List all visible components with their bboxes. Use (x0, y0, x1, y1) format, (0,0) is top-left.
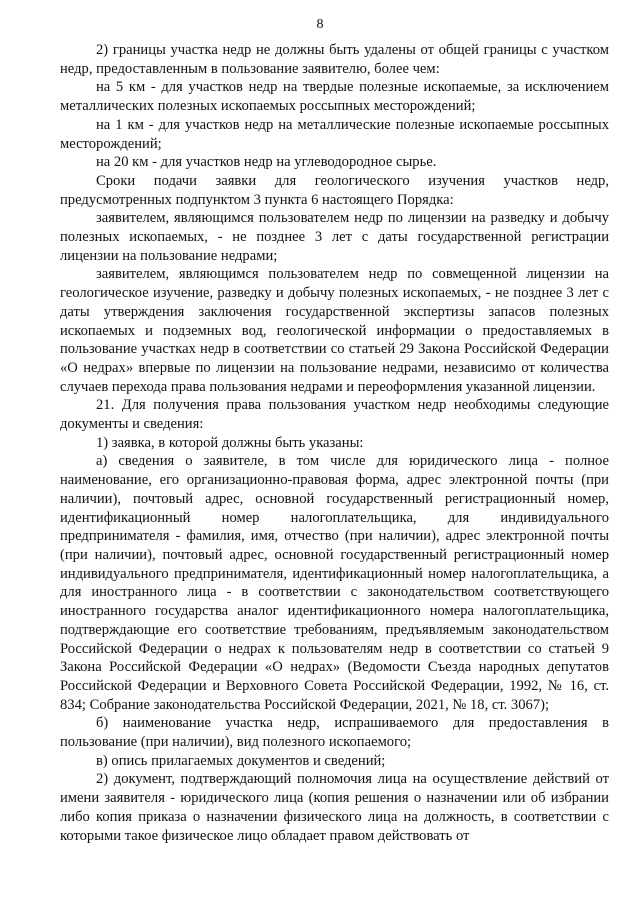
paragraph-distance-20km: на 20 км - для участков недр на углеводородное сырье. (96, 154, 437, 171)
paragraph-section-21: 21. Для получения права пользования участком недр необходимы следующие документы и сведения: (60, 397, 609, 433)
paragraph-licensee-exploration: заявителем, являющимся пользователем недр по лицензии на разведку и добычу полезных ископаемых, - не позднее 3 лет с даты государственной регистрации лицензии на пользование недрами; (60, 210, 609, 264)
paragraph-application-item-1: 1) заявка, в которой должны быть указаны: (96, 434, 364, 451)
paragraph-applicant-info: а) сведения о заявителе, в том числе для юридического лица - полное наименование, его организационно-правовая форма, адрес электронной почты (при наличии), почтовый адрес, основной государственный регистрационный номер, идентификационный номер налогоплательщика, для индивидуального предпринимателя - фамилия, имя, отчество (при наличии), адрес электронной почты (при наличии), почтовый адрес, основной государственный регистрационный номер индивидуального предпринимателя, идентификационный номер налогоплательщика, а для иностранного лица - в соответствии с законодательством соответствующего иностранного государства аналог идентификационного номера налогоплательщика, подтверждающие его соответствие требованиям, предъявляемым законодательством Российской Федерации о недрах к пользователям недр в соответствии со статьей 9 Закона Российской Федерации «О недрах» (Ведомости Съезда народных депутатов Российской Федерации и Верховного Совета Российской Федерации, 1992, № 16, ст. 834; Собрание законодательства Российской Федерации, 2021, № 18, ст. 3067); (60, 453, 609, 713)
paragraph-item-2-boundary: 2) границы участка недр не должны быть удалены от общей границы с участком недр, предоставленным в пользование заявителю, более чем: (60, 42, 609, 77)
paragraph-site-name: б) наименование участка недр, испрашиваемого для предоставления в пользование (при наличии), вид полезного ископаемого; (60, 715, 609, 751)
paragraph-authority-document: 2) документ, подтверждающий полномочия лица на осуществление действий от имени заявителя - юридического лица (копия решения о назначении или об избрании либо копия приказа о назначении физического лица на должность, в соответствии с которыми такое физическое лицо обладает правом действовать от (60, 771, 609, 844)
paragraph-distance-5km: на 5 км - для участков недр на твердые полезные ископаемые, за исключением металлических полезных ископаемых россыпных месторождений; (60, 79, 609, 115)
paragraph-document-inventory: в) опись прилагаемых документов и сведений; (96, 752, 386, 769)
paragraph-licensee-combined: заявителем, являющимся пользователем недр по совмещенной лицензии на геологическое изучение, разведку и добычу полезных ископаемых, - не позднее 3 лет с даты утверждения заключения государственной экспертизы запасов полезных ископаемых и подземных вод, геологической информации о предоставляемых в пользование участках недр в соответствии со статьей 29 Закона Российской Федерации «О недрах» впервые по лицензии на пользование недрами, независимо от количества случаев перехода права пользования недрами и переоформления указанной лицензии. (60, 266, 609, 395)
paragraph-distance-1km: на 1 км - для участков недр на металлические полезные ископаемые россыпных месторождений; (60, 116, 609, 152)
page-number: 8 (316, 17, 324, 32)
paragraph-application-deadlines: Сроки подачи заявки для геологического изучения участков недр, предусмотренных подпунктом 3 пункта 6 настоящего Порядка: (60, 172, 609, 208)
document-body (60, 41, 609, 845)
